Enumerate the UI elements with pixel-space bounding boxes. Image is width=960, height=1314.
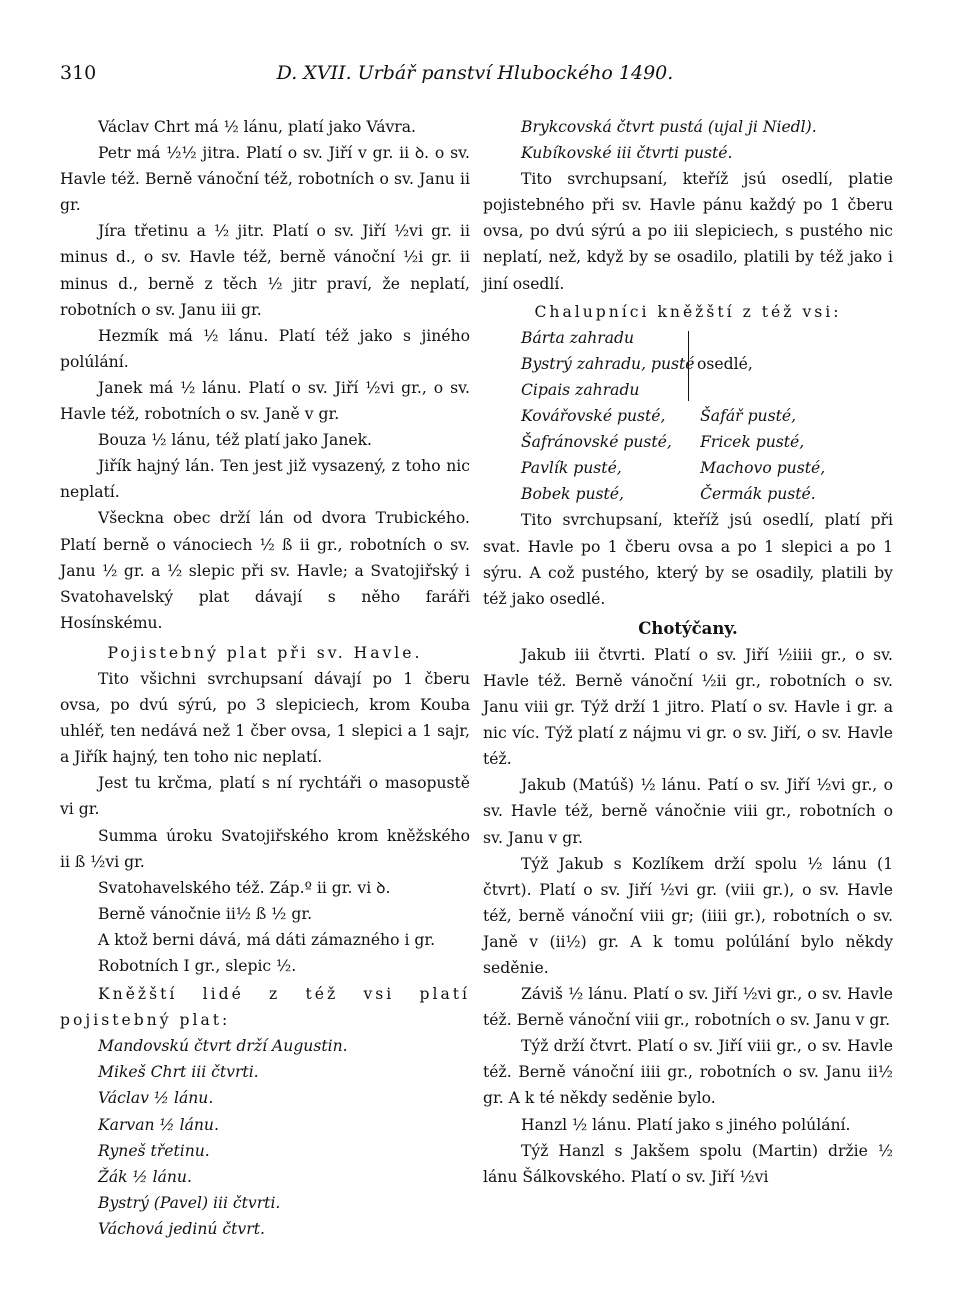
grid-cell: Šafránovské pusté, xyxy=(521,433,672,452)
list-item: Bystrý (Pavel) iii čtvrti. xyxy=(98,1193,281,1212)
list-item: Brykcovská čtvrt pustá (ujal ji Niedl). xyxy=(521,118,817,136)
list-item: Mandovskú čtvrt drží Augustin. xyxy=(98,1037,348,1056)
grid-cell: Šafář pusté, xyxy=(700,407,797,426)
entry-paragraph: Robotních I gr., slepic ½. xyxy=(98,957,297,975)
grid-row xyxy=(521,455,893,481)
brace-label: osedlé, xyxy=(697,354,753,373)
grid-row xyxy=(521,403,893,429)
grid-cell: Pavlík pusté, xyxy=(521,459,622,478)
entry-paragraph: Týž drží čtvrt. Platí o sv. Jiří viii gr., o sv. Havle též. Berně vánoční iiii gr., robotních o sv. Janu ii½ gr. A k té někdy seděnie bylo. xyxy=(483,1037,893,1108)
list-item: Žák ½ lánu. xyxy=(98,1167,192,1186)
entry-paragraph: Jíra třetinu a ½ jitr. Platí o sv. Jiří ½vi gr. ii minus d., o sv. Havle též, berně vánoční ½i gr. ii minus d., berně z těch ½ jitr praví, že neplatí, robotních o sv. Janu iii gr. xyxy=(60,222,470,319)
list-item: Kubíkovské iii čtvrti pusté. xyxy=(521,144,733,163)
running-header xyxy=(60,62,890,92)
holdings-grid xyxy=(483,403,893,507)
running-title: D. XVII. Urbář panství Hlubockého 1490. xyxy=(276,62,674,84)
left-column xyxy=(60,114,470,1242)
section-heading: Pojistebný plat při sv. Havle. xyxy=(107,643,423,662)
entry-paragraph: Jakub iii čtvrti. Platí o sv. Jiří ½iiii gr., o sv. Havle též. Berně vánoční ½ii gr., robotních o sv. Janu viii gr. Týž drží 1 jitro. Platí o sv. Havle i gr. a nic víc. Týž platí z nájmu vi gr. o sv. Jiří, o sv. Havle též. xyxy=(483,645,893,769)
entry-paragraph: A ktož berni dává, má dáti zámazného i gr. xyxy=(98,930,436,949)
entry-paragraph: Václav Chrt má ½ lánu, platí jako Vávra. xyxy=(98,118,417,136)
entry-paragraph: Týž Jakub s Kozlíkem drží spolu ½ lánu (1 čtvrt). Platí o sv. Jiří ½vi gr. (viii gr.), o sv. Havle též, berně vánoční viii gr; (iiii gr.), robotních o sv. Janě v (ii½) gr. A k tomu polúlání bylo někdy seděnie. xyxy=(483,854,893,977)
list-item: Karvan ½ lánu. xyxy=(98,1115,219,1134)
list-item: Bystrý zahradu, pusté xyxy=(521,354,695,373)
entry-paragraph: Záviš ½ lánu. Platí o sv. Jiří ½vi gr., o sv. Havle též. Berně vánoční viii gr., robotních o sv. Janu v gr. xyxy=(483,985,893,1030)
grid-cell: Čermák pusté. xyxy=(700,485,816,504)
grid-row xyxy=(521,429,893,455)
grid-cell: Machovo pusté, xyxy=(700,459,826,478)
right-column xyxy=(483,114,893,1190)
entry-paragraph: Petr má ½½ jitra. Platí o sv. Jiří v gr. ii ꝺ. o sv. Havle též. Berně vánoční též, robotních o sv. Janu ii gr. xyxy=(60,144,470,215)
entry-paragraph: Hezmík má ½ lánu. Platí též jako s jiného polúlání. xyxy=(60,326,470,371)
entry-paragraph: Jakub (Matúš) ½ lánu. Patí o sv. Jiří ½vi gr., o sv. Havle též, berně vánočnie viii gr., robotních o sv. Janu v gr. xyxy=(483,776,893,847)
entry-paragraph: Tito svrchupsaní, kteříž jsú osedlí, platí při svat. Havle po 1 čberu ovsa a po 1 slepici a po 1 sýru. A což pustého, který by se osadily, platili by též jako osedlé. xyxy=(483,511,893,608)
grid-row xyxy=(521,481,893,507)
entry-paragraph: Berně vánočnie ii½ ß ½ gr. xyxy=(98,904,313,923)
list-item: Váchová jedinú čtvrt. xyxy=(98,1219,265,1238)
grid-cell: Bobek pusté, xyxy=(521,485,624,504)
entry-paragraph: Svatohavelského též. Záp.º ii gr. vi ꝺ. xyxy=(98,878,391,897)
entry-paragraph: Janek má ½ lánu. Platí o sv. Jiří ½vi gr., o sv. Havle též, robotních o sv. Janě v gr. xyxy=(60,378,470,424)
brace-group xyxy=(483,325,893,403)
list-item: Mikeš Chrt iii čtvrti. xyxy=(98,1063,259,1082)
entry-paragraph: Tito svrchupsaní, kteříž jsú osedlí, platie pojistebného při sv. Havle pánu každý po 1 čberu ovsa, po dvú sýrú a po iii slepiciech, s pustého nic neplatí, než, když by se osadilo, platili by též jako i jiní osedlí. xyxy=(483,170,893,293)
entry-paragraph: Hanzl ½ lánu. Platí jako s jiného polúlání. xyxy=(521,1115,851,1134)
grid-cell: Kovářovské pusté, xyxy=(521,407,666,426)
page-number: 310 xyxy=(60,62,97,84)
entry-paragraph: Všeckna obec drží lán od dvora Trubického. Platí berně o vánociech ½ ß ii gr., robotních o sv. Janu ½ gr. a ½ slepic při sv. Havle; a Svatojiřský i Svatohavelský plat dávají s něho faráři Hosínskému. xyxy=(60,509,470,632)
entry-paragraph: Tito všichni svrchupsaní dávají po 1 čberu ovsa, po dvú sýrú, po 3 slepiciech, krom Kouba uhléř, ten nedává než 1 čber ovsa, 1 slepici a 1 sajr, a Jiřík hajný, ten toho nic neplatí. xyxy=(60,669,470,767)
list-item: Václav ½ lánu. xyxy=(98,1089,214,1108)
entry-paragraph: Jiřík hajný lán. Ten jest již vysazený, z toho nic neplatí. xyxy=(60,457,470,502)
location-heading: Chotýčany. xyxy=(638,618,738,638)
section-heading: Kněžští lidé z též vsi platí pojistebný plat: xyxy=(60,985,470,1030)
curly-brace xyxy=(688,331,693,401)
grid-cell: Fricek pusté, xyxy=(700,433,805,452)
entry-paragraph: Týž Hanzl s Jakšem spolu (Martin) držie ½ lánu Šálkovského. Platí o sv. Jiří ½vi xyxy=(483,1141,893,1186)
list-item: Ryneš třetinu. xyxy=(98,1141,210,1160)
section-heading: Chalupníci kněžští z též vsi: xyxy=(534,302,842,321)
entry-paragraph: Summa úroku Svatojiřského krom kněžského ii ß ½vi gr. xyxy=(60,826,470,871)
list-item: Cipais zahradu xyxy=(521,380,640,399)
entry-paragraph: Bouza ½ lánu, též platí jako Janek. xyxy=(98,431,373,450)
entry-paragraph: Jest tu krčma, platí s ní rychtáři o masopustě vi gr. xyxy=(60,774,470,819)
list-item: Bárta zahradu xyxy=(521,328,635,347)
